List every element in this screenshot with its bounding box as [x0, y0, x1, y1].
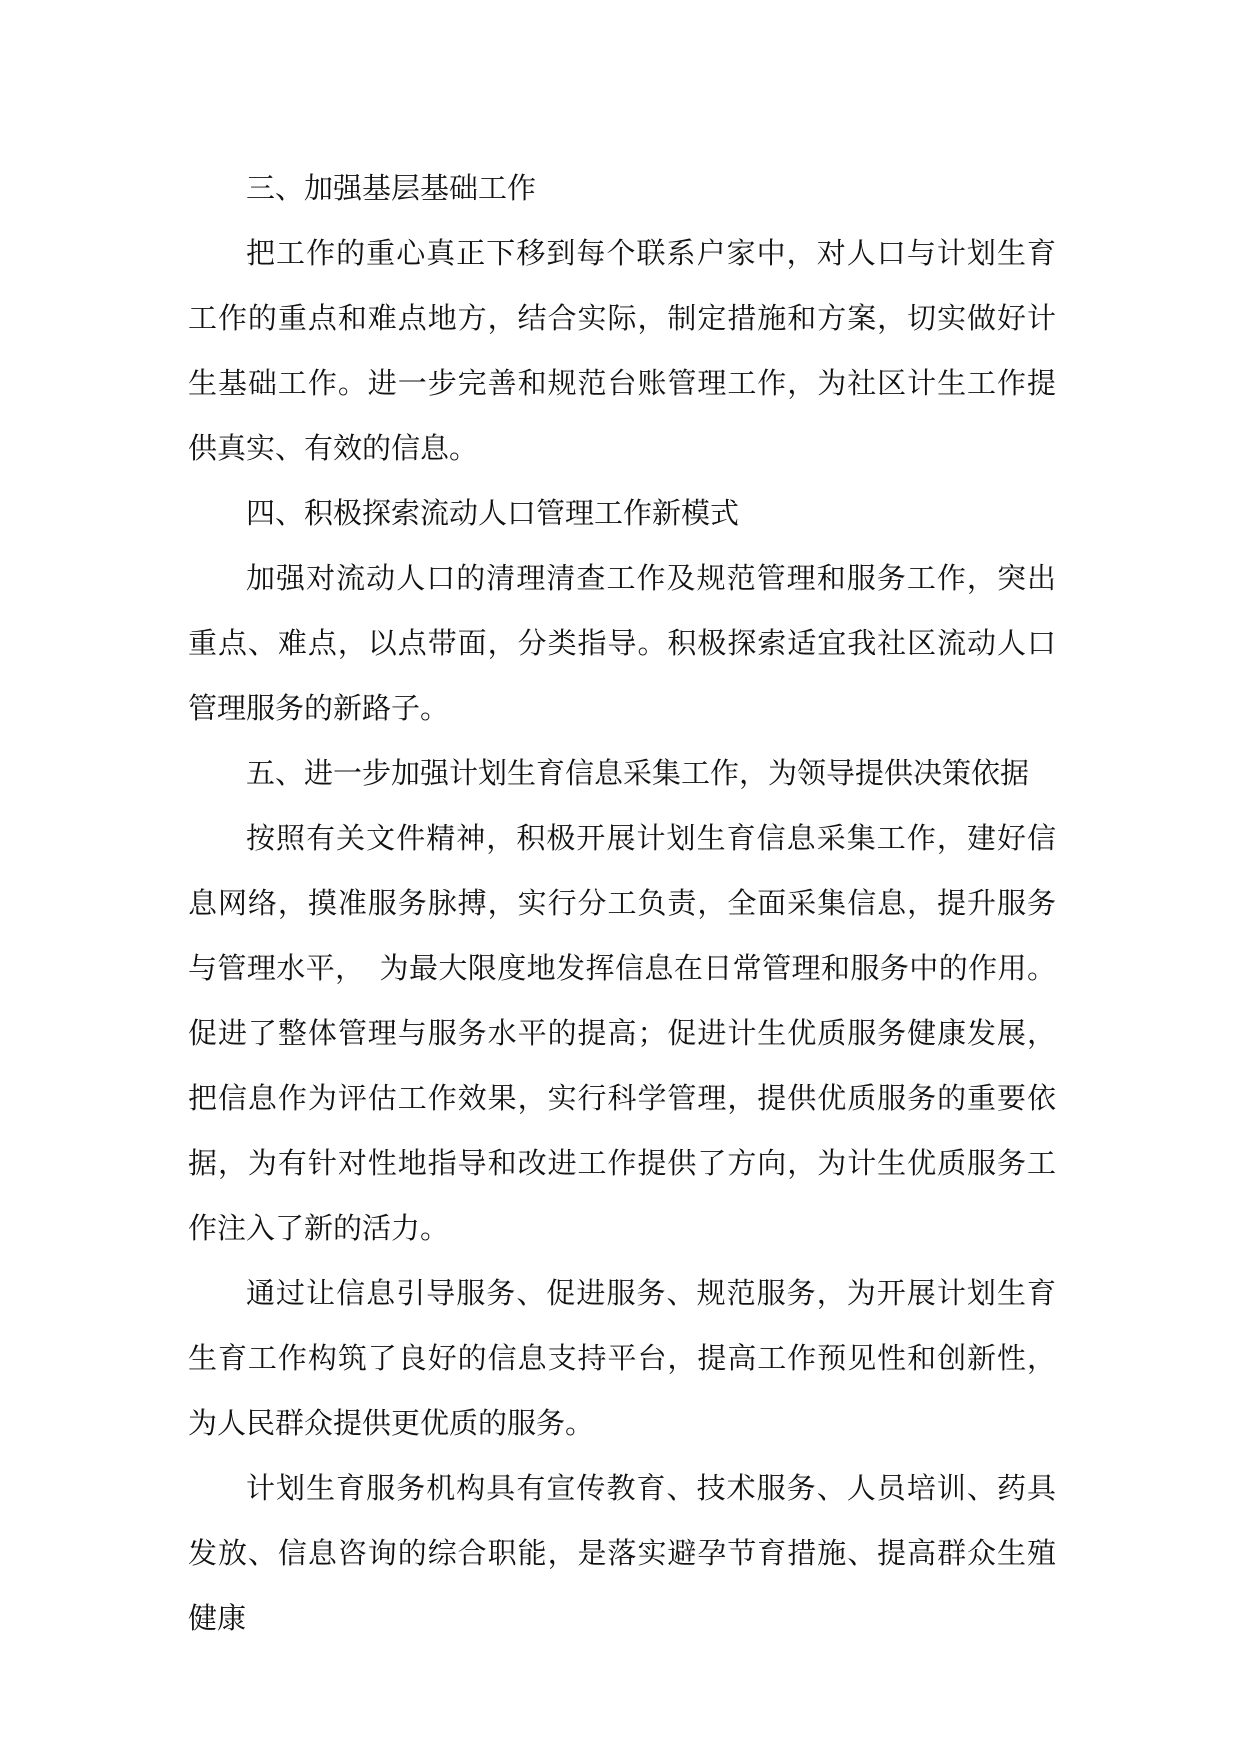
section-5-paragraph-1: 按照有关文件精神，积极开展计划生育信息采集工作，建好信息网络，摸准服务脉搏，实行分工负责，全面采集信息，提升服务与管理水平， 为最大限度地发挥信息在日常管理和服务中的作用。促进了整体管理与服务水平的提高；促进计生优质服务健康发展，把信息作为评估工作效果，实行科学管理，提供优质服务的重要依据，为有针对性地指导和改进工作提供了方向，为计生优质服务工作注入了新的活力。: [188, 821, 1056, 1245]
section-5-paragraph-3: 计划生育服务机构具有宣传教育、技术服务、人员培训、药具发放、信息咨询的综合职能，是落实避孕节育措施、提高群众生殖健康: [188, 1471, 1056, 1635]
section-heading-5: 五、进一步加强计划生育信息采集工作，为领导提供决策依据: [246, 756, 1030, 790]
section-heading-3: 三、加强基层基础工作: [246, 171, 537, 205]
document-page: [188, 156, 1056, 1651]
section-3-paragraph-1: 把工作的重心真正下移到每个联系户家中，对人口与计划生育工作的重点和难点地方，结合实际，制定措施和方案，切实做好计生基础工作。进一步完善和规范台账管理工作，为社区计生工作提供真实、有效的信息。: [188, 236, 1056, 465]
section-4-paragraph-1: 加强对流动人口的清理清查工作及规范管理和服务工作，突出重点、难点，以点带面，分类指导。积极探索适宜我社区流动人口管理服务的新路子。: [188, 561, 1056, 725]
section-heading-4: 四、积极探索流动人口管理工作新模式: [246, 496, 740, 530]
section-5-paragraph-2: 通过让信息引导服务、促进服务、规范服务，为开展计划生育生育工作构筑了良好的信息支持平台，提高工作预见性和创新性，为人民群众提供更优质的服务。: [188, 1276, 1056, 1440]
